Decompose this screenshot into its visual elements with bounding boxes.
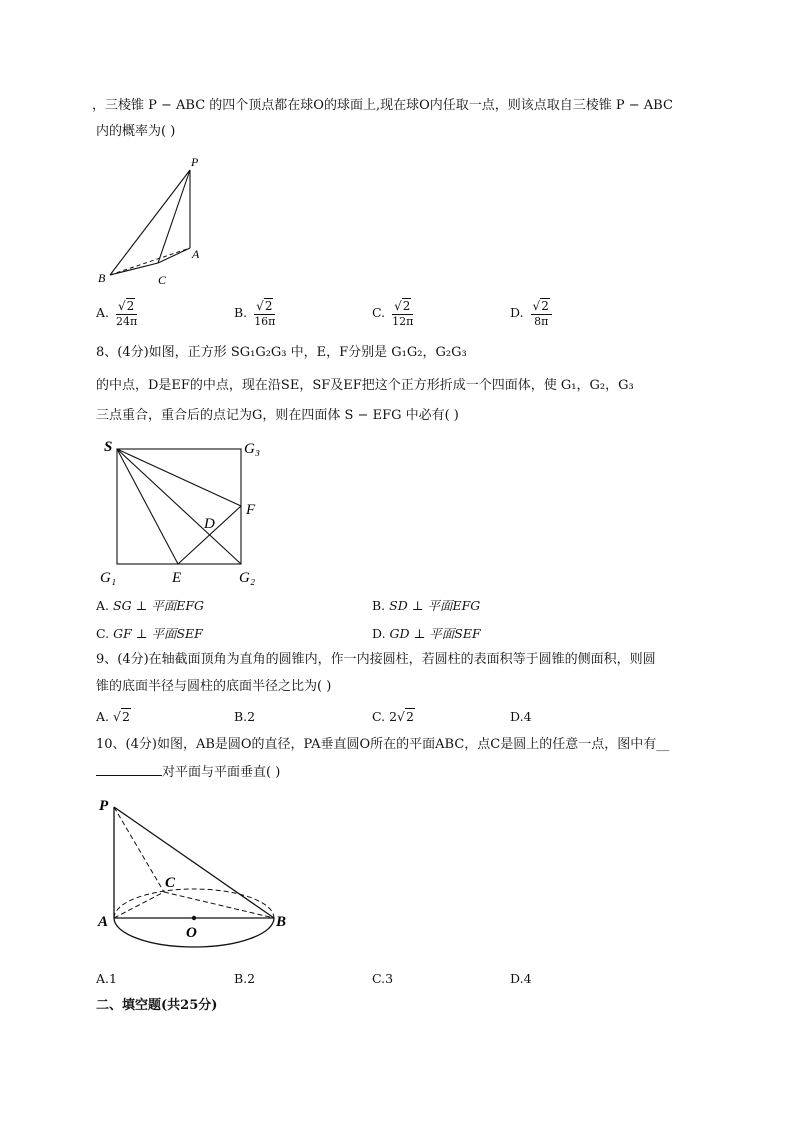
q10-option-a[interactable]	[96, 971, 117, 987]
q10-option-c-value: 3	[385, 971, 394, 986]
q8-figure-square	[96, 432, 276, 588]
q9-stem-line1: 9、(4分)在轴截面顶角为直角的圆锥内，作一内接圆柱，若圆柱的表面积等于圆锥的侧面积，则圆	[96, 652, 656, 667]
q10-answer-blank[interactable]	[96, 763, 162, 776]
q7-option-b[interactable]	[234, 298, 275, 329]
q8-option-d[interactable]	[372, 626, 481, 642]
q8-label-s: S	[104, 439, 113, 455]
q8-label-g1: G₁	[100, 570, 117, 586]
q8-option-a-letter: A.	[96, 598, 110, 613]
q7-stem-line2: 内的概率为( )	[96, 124, 176, 139]
q7-option-b-fraction: $\frac{√2}{16\pi}$	[254, 299, 276, 328]
q7-option-c-num: 2	[402, 299, 411, 313]
q7-option-a-letter: A.	[96, 305, 110, 320]
q7-option-b-den: 16π	[254, 315, 276, 328]
q7-option-b-letter: B.	[234, 305, 248, 320]
q10-option-d-letter: D.	[510, 971, 524, 986]
q7-option-a-num: 2	[126, 299, 135, 313]
q9-option-b[interactable]	[234, 709, 255, 725]
q8-stem-line1: 8、(4分)如图，正方形 SG₁G₂G₃ 中，E，F分别是 G₁G₂，G₂G₃	[96, 345, 467, 360]
q8-option-c-letter: C.	[96, 626, 110, 641]
q10-option-b[interactable]	[234, 971, 255, 987]
q10-option-a-value: 1	[109, 971, 117, 986]
q7-figure-pyramid	[92, 150, 222, 290]
q10-stem-line1: 10、(4分)如图，AB是圆O的直径，PA垂直圆O所在的平面ABC，点C是圆上的任意一点，图中有__	[96, 737, 670, 752]
q7-option-c-fraction: $\frac{√2}{12\pi}$	[392, 299, 414, 328]
q10-stem-line2-text: 对平面与平面垂直( )	[162, 765, 281, 780]
q9-stem-line2: 锥的底面半径与圆柱的底面半径之比为( )	[96, 679, 332, 694]
q8-option-a[interactable]	[96, 598, 204, 614]
q7-option-d-num: 2	[541, 299, 549, 313]
q7-option-d-letter: D.	[510, 305, 524, 320]
q7-label-p: P	[191, 155, 199, 169]
q10-label-o: O	[186, 925, 197, 941]
q7-option-c[interactable]	[372, 298, 413, 329]
q8-label-f: F	[246, 502, 256, 518]
q7-label-a: A	[192, 247, 200, 261]
q9-option-b-letter: B.	[234, 709, 248, 724]
q9-option-d[interactable]	[510, 709, 532, 725]
q7-label-c: C	[158, 273, 167, 287]
q8-stem-line3: 三点重合，重合后的点记为G，则在四面体 S − EFG 中必有( )	[96, 408, 459, 423]
q8-stem-line2: 的中点，D是EF的中点，现在沿SE，SF及EF把这个正方形折成一个四面体，使 G₁，G₂，G₃	[96, 378, 634, 393]
q9-option-a[interactable]: A. √2	[96, 709, 130, 724]
q7-option-d-fraction: $\frac{√2}{8\pi}$	[531, 298, 552, 329]
q8-option-b-letter: B.	[372, 598, 386, 613]
q10-option-d-value: 4	[523, 971, 532, 986]
q8-label-g3: G₃	[244, 441, 261, 457]
q10-option-c-letter: C.	[372, 971, 386, 986]
q7-option-c-letter: C.	[372, 305, 386, 320]
q8-label-e: E	[172, 570, 182, 586]
q9-option-d-value: 4	[523, 709, 532, 724]
q8-option-b[interactable]	[372, 598, 480, 614]
q9-option-d-letter: D.	[510, 709, 524, 724]
q9-option-a-value: 2	[121, 709, 130, 724]
q9-option-c-value: 2	[406, 709, 414, 724]
q8-option-d-letter: D.	[372, 626, 386, 641]
q7-option-a-den: 24π	[116, 315, 138, 328]
q7-label-b: B	[98, 271, 106, 285]
q8-label-g2: G₂	[239, 570, 256, 586]
q10-figure-circle	[92, 792, 302, 972]
q7-option-b-num: 2	[264, 299, 273, 313]
q10-stem-line2	[96, 763, 280, 782]
q7-option-a-fraction: $\frac{√2}{24\pi}$	[116, 299, 138, 328]
q7-option-d[interactable]	[510, 298, 552, 329]
q9-option-b-value: 2	[247, 709, 256, 724]
q10-label-c: C	[165, 875, 176, 891]
q10-option-a-letter: A.	[96, 971, 110, 986]
q9-option-a-letter: A.	[96, 709, 110, 724]
q10-option-c[interactable]	[372, 971, 393, 987]
q8-option-d-text: GD ⊥ 平面SEF	[389, 626, 481, 641]
q8-option-b-text: SD ⊥ 平面EFG	[389, 598, 481, 613]
section-2-title: 二、填空题(共25分)	[96, 998, 218, 1013]
q10-option-d[interactable]	[510, 971, 532, 987]
q7-stem-line1: ，三棱锥 P − ABC 的四个顶点都在球O的球面上,现在球O内任取一点，则该点取自三棱锥 P − ABC	[92, 98, 673, 113]
q9-option-c[interactable]: C. 2√2	[372, 709, 414, 724]
q8-option-c-text: GF ⊥ 平面SEF	[113, 626, 203, 641]
q10-label-p: P	[99, 798, 109, 814]
q8-option-c[interactable]	[96, 626, 203, 642]
q7-option-d-den: 8π	[534, 315, 549, 328]
q9-option-c-coefficient: 2	[389, 709, 398, 724]
q8-label-d: D	[204, 516, 215, 532]
q8-option-a-text: SG ⊥ 平面EFG	[113, 598, 205, 613]
q9-option-c-letter: C.	[372, 709, 386, 724]
q10-option-b-letter: B.	[234, 971, 248, 986]
q10-label-a: A	[98, 914, 109, 930]
q7-option-c-den: 12π	[392, 315, 414, 328]
q10-option-b-value: 2	[247, 971, 256, 986]
q7-option-a[interactable]	[96, 298, 137, 329]
q10-label-b: B	[276, 914, 287, 930]
